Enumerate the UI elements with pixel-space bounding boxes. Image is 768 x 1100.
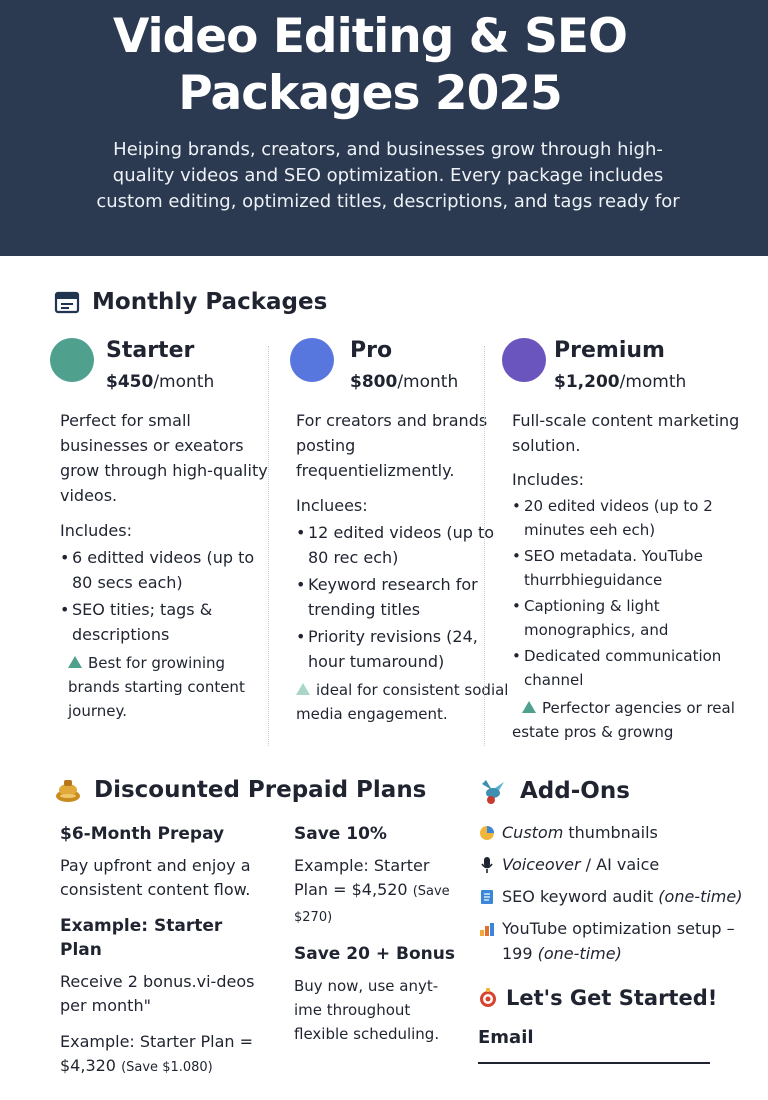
page-title-line2: Packages 2025 — [178, 66, 562, 121]
plan-text: Receive 2 bonus.vi-deos per month" — [60, 972, 255, 1015]
includes-label: Includes: — [512, 470, 584, 489]
plan-label: Example: Starter Plan — [60, 916, 223, 960]
get-started-heading — [478, 986, 717, 1010]
addons-title: Add-Ons — [520, 778, 630, 804]
package-price: $1,200/momth — [554, 372, 687, 392]
list-item: • SEO metadata. YouTube thurrbhieguidance — [512, 544, 752, 592]
list-item: • 20 edited videos (up to 2 minutes eeh ech) — [512, 494, 752, 542]
starter-color-dot — [50, 338, 94, 382]
plan-example: Example: Starter Plan = $4,320 (Save $1.080) — [60, 1032, 254, 1075]
includes-label: Incluees: — [296, 496, 368, 515]
addons-list — [478, 820, 758, 973]
bar-chart-icon — [478, 920, 496, 938]
get-started-title: Let's Get Started! — [506, 986, 718, 1010]
plan-text: Buy now, use anyt-ime throughout flexible scheduling. — [294, 977, 440, 1043]
package-description: Full-scale content marketing solution. — [512, 411, 740, 455]
plan-text: Example: Starter Plan = $4,520 (Save $270) — [294, 856, 450, 925]
list-item: • SEO tities; tags & descriptions — [60, 597, 276, 647]
package-name: Premium — [554, 338, 665, 363]
package-price: $800/month — [350, 372, 459, 392]
addons-heading — [478, 776, 630, 806]
package-name: Pro — [350, 338, 393, 363]
includes-list — [512, 494, 752, 692]
triangle-icon — [296, 683, 310, 695]
target-icon — [478, 987, 498, 1009]
list-item: • 12 edited videos (up to 80 rec ech) — [296, 520, 516, 570]
includes-list — [60, 545, 276, 647]
prepaid-left-column — [60, 822, 260, 1092]
plan-label: Save 20 + Bonus — [294, 944, 455, 964]
package-note: ideal for consistent sodial media engagement. — [296, 681, 509, 723]
package-description: For creators and brands posting frequentielizmently. — [296, 411, 488, 480]
color-badge-icon — [478, 824, 496, 842]
monthly-packages-heading — [54, 289, 327, 315]
list-item: Custom thumbnails — [478, 820, 758, 845]
hero-banner — [0, 0, 768, 256]
list-item: Voiceover / AI vaice — [478, 852, 758, 877]
plan-text: Pay upfront and enjoy a consistent content flow. — [60, 856, 251, 899]
list-item: • Priority revisions (24, hour tumaround) — [296, 624, 516, 674]
document-icon — [478, 888, 496, 906]
package-note: Best for growining brands starting content journey. — [68, 654, 245, 720]
plan-label: $6-Month Prepay — [60, 824, 225, 844]
page-title-line1: Video Editing & SEO — [113, 9, 627, 64]
email-field[interactable] — [478, 1062, 710, 1064]
package-card-pro — [290, 336, 516, 726]
includes-list — [296, 520, 516, 674]
hero-subtitle: Heiping brands, creators, and businesses grow through high-quality videos and SEO optimization. Every package includes custom editing, optimized titles, descriptions, and tags ready for — [96, 139, 680, 212]
package-name: Starter — [106, 338, 195, 363]
money-bag-icon — [54, 776, 82, 804]
package-card-premium — [502, 336, 752, 744]
list-item: YouTube optimization setup – 199 (one-time) — [478, 916, 758, 966]
package-price: $450/month — [106, 372, 215, 392]
bird-icon — [478, 776, 508, 806]
prepaid-plans-heading — [54, 776, 426, 804]
microphone-icon — [478, 856, 496, 874]
column-divider — [268, 346, 269, 746]
column-divider — [484, 346, 485, 746]
premium-color-dot — [502, 338, 546, 382]
pro-color-dot — [290, 338, 334, 382]
email-label: Email — [478, 1027, 534, 1048]
list-item: • Dedicated communication channel — [512, 644, 752, 692]
package-note: Perfector agencies or real estate pros & growng — [512, 699, 735, 741]
list-item: • Captioning & light monographics, and — [512, 594, 752, 642]
package-card-starter — [50, 336, 276, 723]
list-item: • Keyword research for trending titles — [296, 572, 516, 622]
prepaid-right-column — [294, 822, 464, 1058]
plan-label: Save 10% — [294, 824, 387, 844]
package-box-icon — [54, 289, 80, 315]
page-title — [60, 8, 680, 122]
includes-label: Includes: — [60, 521, 132, 540]
list-item: SEO keyword audit (one-time) — [478, 884, 758, 909]
triangle-icon — [68, 656, 82, 668]
package-description: Perfect for small businesses or exeators grow through high-quality videos. — [60, 411, 268, 505]
triangle-icon — [522, 701, 536, 713]
monthly-packages-title: Monthly Packages — [92, 289, 328, 315]
prepaid-plans-title: Discounted Prepaid Plans — [94, 777, 427, 803]
list-item: • 6 editted videos (up to 80 secs each) — [60, 545, 276, 595]
